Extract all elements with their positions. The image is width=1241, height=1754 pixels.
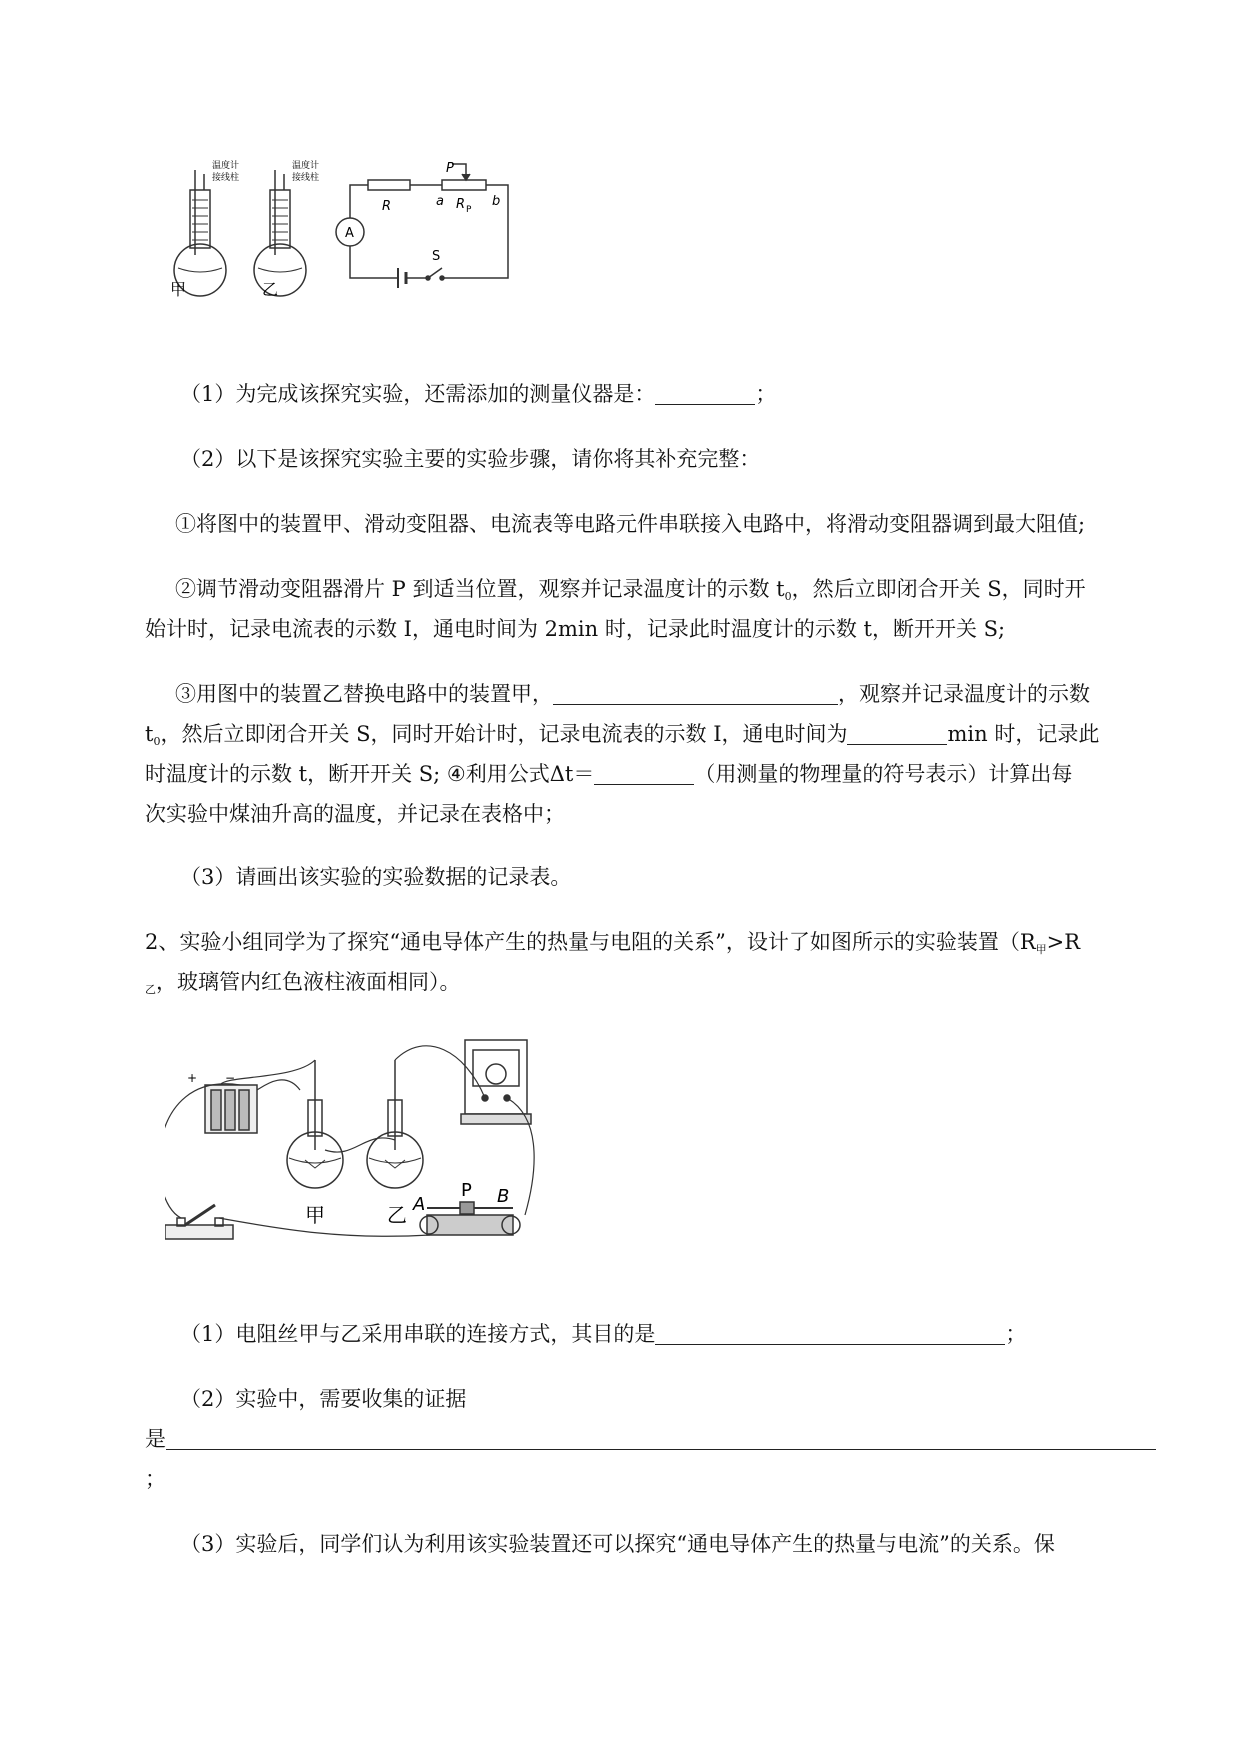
q1-step3-blank2[interactable] bbox=[847, 722, 947, 745]
q1-step3-line3: 时温度计的示数 t，断开开关 S; ④利用公式Δt＝ （用测量的物理量的符号表示）计算出每 bbox=[145, 762, 1073, 786]
rheostat-label: R bbox=[456, 197, 466, 212]
terminal-label-2: 接线柱 bbox=[292, 173, 320, 183]
q1-step2-line1: ②调节滑动变阻器滑片 P 到适当位置，观察并记录温度计的示数 $t_0$，然后立即闭合开关 S，同时开 bbox=[175, 577, 1086, 603]
switch bbox=[165, 1205, 233, 1239]
plus-label: + bbox=[187, 1071, 198, 1085]
terminal-label-1: 接线柱 bbox=[212, 173, 240, 183]
q1-step3-blank1[interactable] bbox=[553, 682, 838, 705]
rheostat bbox=[442, 180, 486, 190]
flask-jia-label: 甲 bbox=[305, 1203, 325, 1227]
q2-part3: （3）实验后，同学们认为利用该实验装置还可以探究“通电导体产生的热量与电流”的关系。保 bbox=[180, 1532, 1055, 1556]
q2-intro-line2: $_乙$，玻璃管内红色液柱液面相同）。 bbox=[145, 970, 461, 996]
flask-yi bbox=[254, 170, 306, 296]
resistor-r bbox=[368, 180, 410, 190]
q1-part3: （3）请画出该实验的实验数据的记录表。 bbox=[180, 865, 572, 889]
q1-step3-line1: ③用图中的装置乙替换电路中的装置甲， ，观察并记录温度计的示数 bbox=[175, 682, 1090, 706]
circuit-diagram bbox=[336, 164, 508, 288]
minus-label: − bbox=[225, 1071, 236, 1085]
q1-step3-line2: $t_0$，然后立即闭合开关 S，同时开始计时，记录电流表的示数 I，通电时间为 min 时，记录此 bbox=[145, 722, 1100, 748]
q2-part2-end: ； bbox=[145, 1467, 166, 1491]
q2-part2-answer: 是 bbox=[145, 1425, 1156, 1453]
end-b-label: b bbox=[492, 194, 501, 209]
end-b-label: B bbox=[497, 1186, 510, 1207]
flask-yi-label: 乙 bbox=[262, 280, 279, 299]
thermometer-label-1: 温度计 bbox=[212, 161, 240, 171]
switch-label: S bbox=[432, 249, 441, 264]
ammeter-label: A bbox=[345, 226, 354, 241]
ammeter bbox=[461, 1040, 531, 1124]
q1-step3-blank3[interactable] bbox=[594, 762, 694, 785]
q2-part2: （2）实验中，需要收集的证据 bbox=[180, 1387, 467, 1411]
q1-part2: （2）以下是该探究实验主要的实验步骤，请你将其补充完整： bbox=[180, 447, 761, 471]
flask-jia-label: 甲 bbox=[170, 280, 187, 299]
q2-part2-blank[interactable] bbox=[166, 1427, 1156, 1450]
q1-part1-blank[interactable] bbox=[655, 382, 755, 405]
q1-step3-line4: 次实验中煤油升高的温度，并记录在表格中； bbox=[145, 802, 565, 826]
q1-part1: （1）为完成该探究实验，还需添加的测量仪器是： ； bbox=[180, 382, 777, 406]
slider-p-label: P bbox=[446, 161, 454, 176]
q2-part1: （1）电阻丝甲与乙采用串联的连接方式，其目的是 ； bbox=[180, 1322, 1027, 1346]
figure-1-apparatus bbox=[170, 160, 590, 330]
resistor-label: R bbox=[382, 199, 392, 214]
slider-p-label: P bbox=[461, 1180, 472, 1201]
rheostat-sub-label: P bbox=[466, 205, 472, 215]
q1-step2-line2: 始计时，记录电流表的示数 I，通电时间为 2min 时，记录此时温度计的示数 t，断开开关 S; bbox=[145, 617, 1006, 641]
q2-intro-line1: 2、实验小组同学为了探究“通电导体产生的热量与电阻的关系”，设计了如图所示的实验装置（$R_甲>R$ bbox=[145, 930, 1081, 956]
end-a-label: a bbox=[436, 194, 444, 209]
q2-part1-blank[interactable] bbox=[655, 1322, 1005, 1345]
q1-step1: ①将图中的装置甲、滑动变阻器、电流表等电路元件串联接入电路中，将滑动变阻器调到最大阻值; bbox=[175, 512, 1086, 536]
flask-yi-label: 乙 bbox=[387, 1203, 407, 1227]
flask-jia bbox=[174, 170, 226, 296]
figure-2-apparatus bbox=[165, 1030, 615, 1260]
flask-yi bbox=[367, 1060, 423, 1188]
flask-jia bbox=[287, 1060, 343, 1188]
end-a-label: A bbox=[413, 1194, 426, 1215]
thermometer-label-2: 温度计 bbox=[292, 161, 320, 171]
battery bbox=[205, 1085, 257, 1133]
